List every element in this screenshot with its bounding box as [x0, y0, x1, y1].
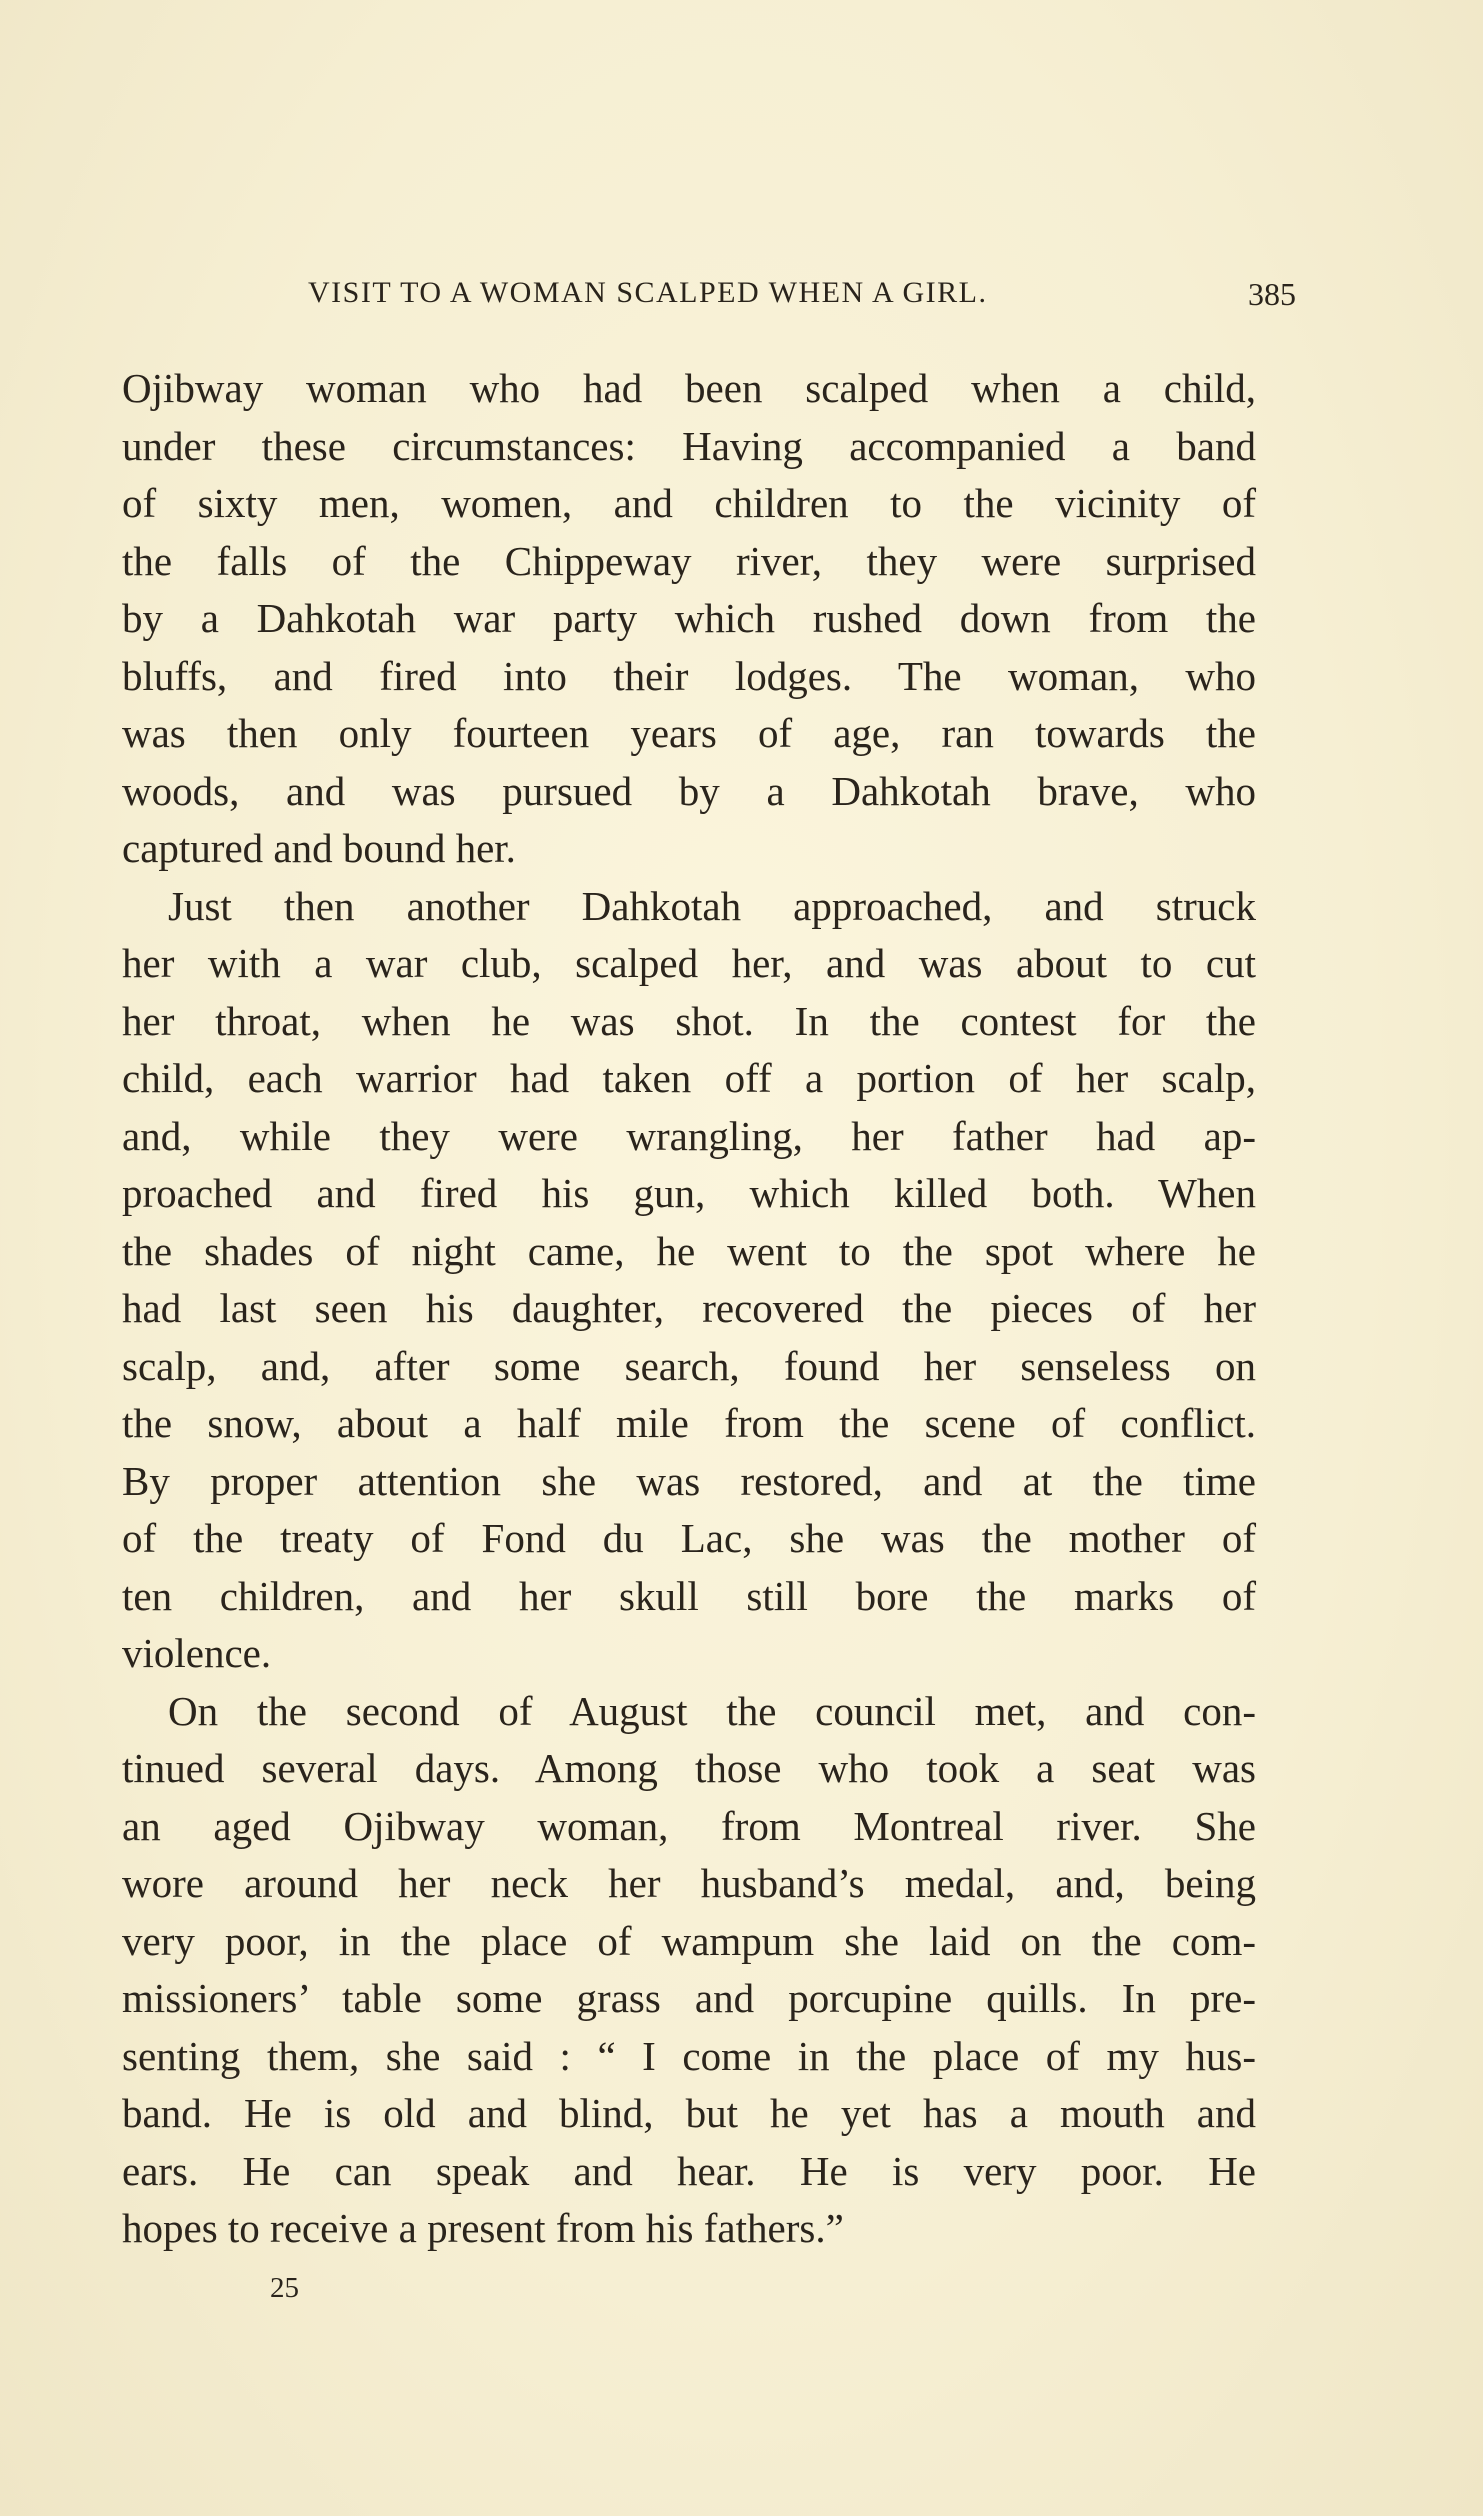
running-head-title: VISIT TO A WOMAN SCALPED WHEN A GIRL. — [308, 276, 988, 309]
text-line: an aged Ojibway woman, from Montreal river. She — [122, 1802, 1256, 1849]
text-line: under these circumstances: Having accompanied a band — [122, 422, 1256, 469]
text-line: had last seen his daughter, recovered the pieces of her — [122, 1285, 1256, 1331]
text-line: ten children, and her skull still bore the marks of — [122, 1572, 1256, 1619]
text-line: senting them, she said : “ I come in the place of my hus- — [122, 2032, 1256, 2079]
text-line: proached and fired his gun, which killed both. When — [122, 1170, 1256, 1216]
text-line: missioners’ table some grass and porcupine quills. In pre- — [122, 1975, 1256, 2021]
text-line: the snow, about a half mile from the scene of conflict. — [122, 1400, 1256, 1446]
text-line: bluffs, and fired into their lodges. The woman, who — [122, 652, 1256, 699]
text-line: Just then another Dahkotah approached, and struck — [168, 882, 1256, 929]
text-line: violence. — [122, 1630, 272, 1676]
text-line: woods, and was pursued by a Dahkotah brave, who — [122, 767, 1256, 814]
text-line: child, each warrior had taken off a portion of her scalp, — [122, 1055, 1256, 1101]
page-number: 385 — [1248, 276, 1296, 312]
text-line: tinued several days. Among those who took a seat was — [122, 1745, 1256, 1791]
text-line: the shades of night came, he went to the spot where he — [122, 1227, 1256, 1274]
text-line: wore around her neck her husband’s medal, and, being — [122, 1860, 1256, 1906]
text-line: her throat, when he was shot. In the contest for the — [122, 997, 1256, 1044]
text-line: was then only fourteen years of age, ran towards the — [122, 710, 1256, 756]
text-line: On the second of August the council met, and con- — [168, 1687, 1256, 1734]
text-line: the falls of the Chippeway river, they were surprised — [122, 537, 1256, 584]
text-line: hopes to receive a present from his fathers.” — [122, 2205, 844, 2251]
text-line: Ojibway woman who had been scalped when a child, — [122, 365, 1256, 411]
text-line: her with a war club, scalped her, and was about to cut — [122, 940, 1256, 986]
text-line: by a Dahkotah war party which rushed down from the — [122, 595, 1256, 641]
text-line: scalp, and, after some search, found her senseless on — [122, 1342, 1256, 1389]
text-line: very poor, in the place of wampum she laid on the com- — [122, 1917, 1256, 1964]
text-line: band. He is old and blind, but he yet has a mouth and — [122, 2090, 1256, 2136]
text-line: and, while they were wrangling, her father had ap- — [122, 1112, 1256, 1159]
text-line: By proper attention she was restored, and at the time — [122, 1457, 1256, 1504]
text-line: of sixty men, women, and children to the vicinity of — [122, 480, 1256, 526]
body-text — [122, 360, 1256, 2258]
running-head — [308, 276, 1296, 316]
text-line: captured and bound her. — [122, 825, 516, 871]
signature-mark: 25 — [270, 2272, 299, 2304]
text-line: ears. He can speak and hear. He is very poor. He — [122, 2147, 1256, 2194]
text-line: of the treaty of Fond du Lac, she was the mother of — [122, 1515, 1256, 1561]
